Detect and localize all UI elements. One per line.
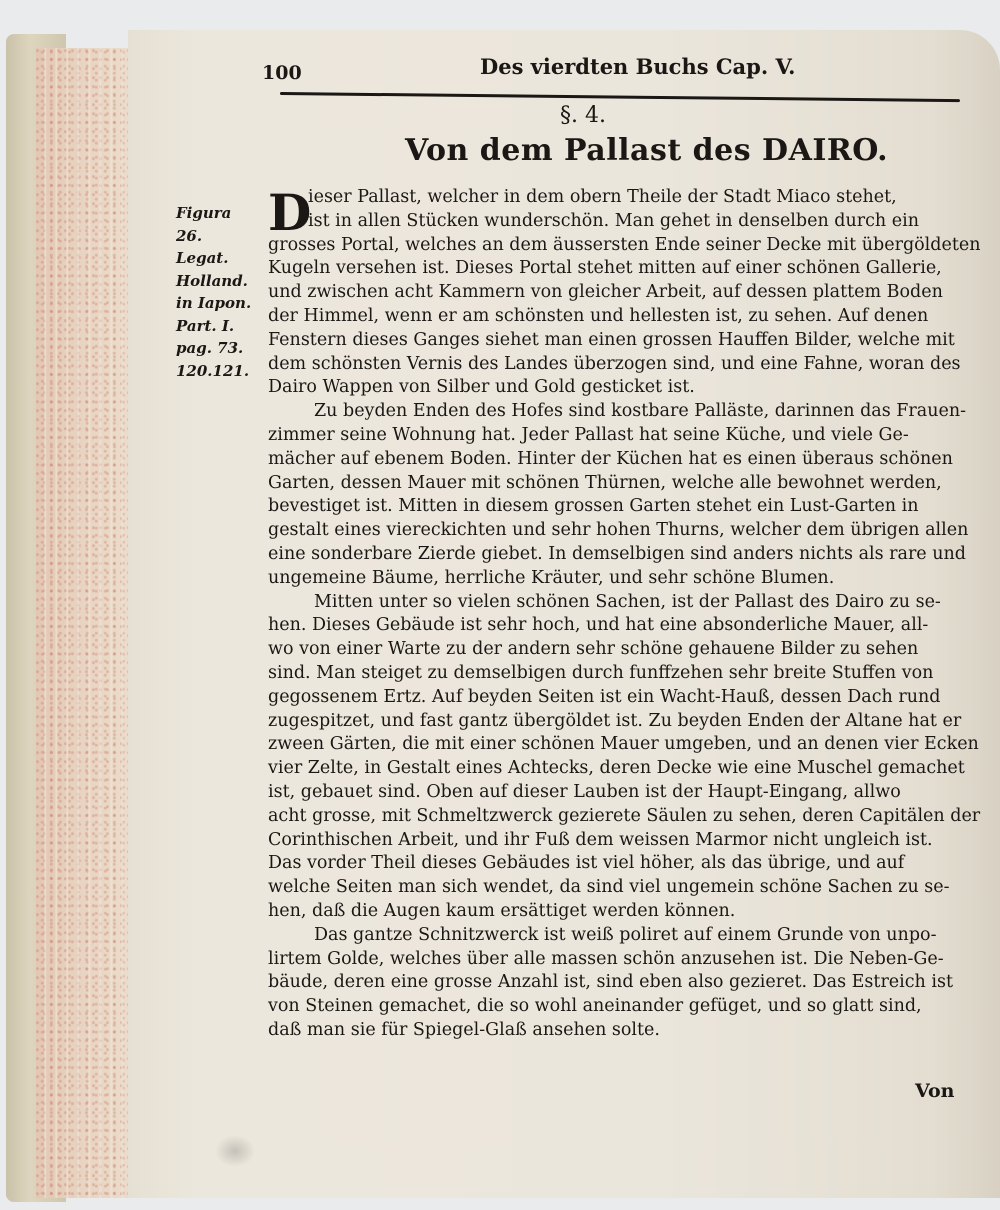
catchword: Von [915, 1080, 955, 1102]
text-line: ungemeine Bäume, herrliche Kräuter, und sehr schöne Blumen. [268, 567, 835, 588]
text-line: dem schönsten Vernis des Landes überzogen sind, und eine Fahne, woran des [268, 353, 961, 374]
text-line: sind. Man steiget zu demselbigen durch funffzehen sehr breite Stuffen von [268, 662, 934, 683]
text-line: zween Gärten, die mit einer schönen Mauer umgeben, und an denen vier Ecken [268, 734, 979, 755]
page-edges [36, 48, 132, 1198]
text-line: lirtem Golde, welches über alle massen schön anzusehen ist. Die Neben-Ge- [268, 948, 944, 969]
text-line: daß man sie für Spiegel-Glaß ansehen solte. [268, 1019, 660, 1040]
text-line: ist in allen Stücken wunderschön. Man gehet in denselben durch ein [308, 210, 919, 231]
paragraph-first-line: Das gantze Schnitzwerck ist weiß poliret auf einem Grunde von unpo- [314, 924, 937, 945]
paragraph-first-line: Zu beyden Enden des Hofes sind kostbare Palläste, darinnen das Frauen- [314, 401, 967, 422]
paragraph-first-line: Mitten unter so vielen schönen Sachen, ist der Pallast des Dairo zu se- [314, 591, 941, 612]
text-line: von Steinen gemachet, die so wohl aneinander gefüget, und so glatt sind, [268, 996, 922, 1017]
margin-note-line: in Iapon. [176, 294, 252, 312]
text-line: zimmer seine Wohnung hat. Jeder Pallast hat seine Küche, und viele Ge- [268, 424, 909, 445]
text-line: Garten, dessen Mauer mit schönen Thürnen, welche alle bewohnet werden, [268, 472, 942, 493]
text-line: und zwischen acht Kammern von gleicher Arbeit, auf dessen plattem Boden [268, 282, 943, 303]
text-line: mächer auf ebenem Boden. Hinter der Küchen hat es einen überaus schönen [268, 448, 953, 469]
text-line: Das vorder Theil dieses Gebäudes ist viel höher, als das übrige, und auf [268, 853, 905, 874]
text-line: ist, gebauet sind. Oben auf dieser Lauben ist der Haupt-Eingang, allwo [268, 781, 901, 802]
ink-smudge [215, 1135, 255, 1167]
text-line: hen. Dieses Gebäude ist sehr hoch, und hat eine absonderliche Mauer, all- [268, 615, 929, 636]
text-line: acht grosse, mit Schmeltzwerck gezierete Säulen zu sehen, deren Capitälen der [268, 805, 981, 826]
page-number: 100 [262, 62, 302, 84]
margin-note-line: 120.121. [176, 361, 250, 380]
running-head: Des vierdten Buchs Cap. V. [480, 54, 796, 79]
text-line: hen, daß die Augen kaum ersättiget werden können. [268, 900, 736, 921]
text-line: Dairo Wappen von Silber und Gold gesticket ist. [268, 377, 695, 398]
margin-note-line: Holland. [176, 271, 248, 290]
section-number: §. 4. [560, 103, 606, 128]
section-title: Von dem Pallast des DAIRO. [405, 133, 889, 168]
text-line: eine sonderbare Zierde giebet. In demselbigen sind anders nichts als rare und [268, 543, 966, 564]
paragraph-first-line: ieser Pallast, welcher in dem obern Theile der Stadt Miaco stehet, [308, 187, 897, 207]
body-text [268, 183, 981, 1043]
text-line: welche Seiten man sich wendet, da sind viel ungemein schöne Sachen zu se- [268, 877, 950, 898]
text-line: bäude, deren eine grosse Anzahl ist, sind eben also gezieret. Das Estreich ist [268, 972, 954, 993]
drop-cap: D [268, 183, 312, 242]
text-line: zugespitzet, und fast gantz übergöldet ist. Zu beyden Enden der Altane hat er [268, 710, 962, 731]
text-line: Fenstern dieses Ganges siehet man einen grossen Hauffen Bilder, welche mit [268, 329, 955, 350]
text-line: vier Zelte, in Gestalt eines Achtecks, deren Decke wie eine Muschel gemachet [268, 758, 965, 779]
text-line: grosses Portal, welches an dem äussersten Ende seiner Decke mit übergöldeten [268, 234, 981, 255]
margin-note-line: pag. 73. [176, 339, 244, 357]
text-line: der Himmel, wenn er am schönsten und hellesten ist, zu sehen. Auf denen [268, 305, 929, 326]
text-line: gegossenem Ertz. Auf beyden Seiten ist ein Wacht-Hauß, dessen Dach rund [268, 686, 941, 707]
text-line: wo von einer Warte zu der andern sehr schöne gehauene Bilder zu sehen [268, 639, 919, 660]
text-line: bevestiget ist. Mitten in diesem grossen Garten stehet ein Lust-Garten in [268, 496, 919, 517]
text-line: gestalt eines viereckichten und sehr hohen Thurns, welcher dem übrigen allen [268, 520, 969, 541]
text-line: Kugeln versehen ist. Dieses Portal stehet mitten auf einer schönen Gallerie, [268, 258, 942, 279]
margin-note-line: Legat. [176, 249, 229, 267]
margin-note-line: Figura [176, 204, 232, 222]
margin-note-line: 26. [176, 226, 203, 245]
margin-note [176, 202, 266, 382]
margin-note-line: Part. I. [176, 316, 235, 335]
text-line: Corinthischen Arbeit, und ihr Fuß dem weissen Marmor nicht ungleich ist. [268, 829, 933, 850]
